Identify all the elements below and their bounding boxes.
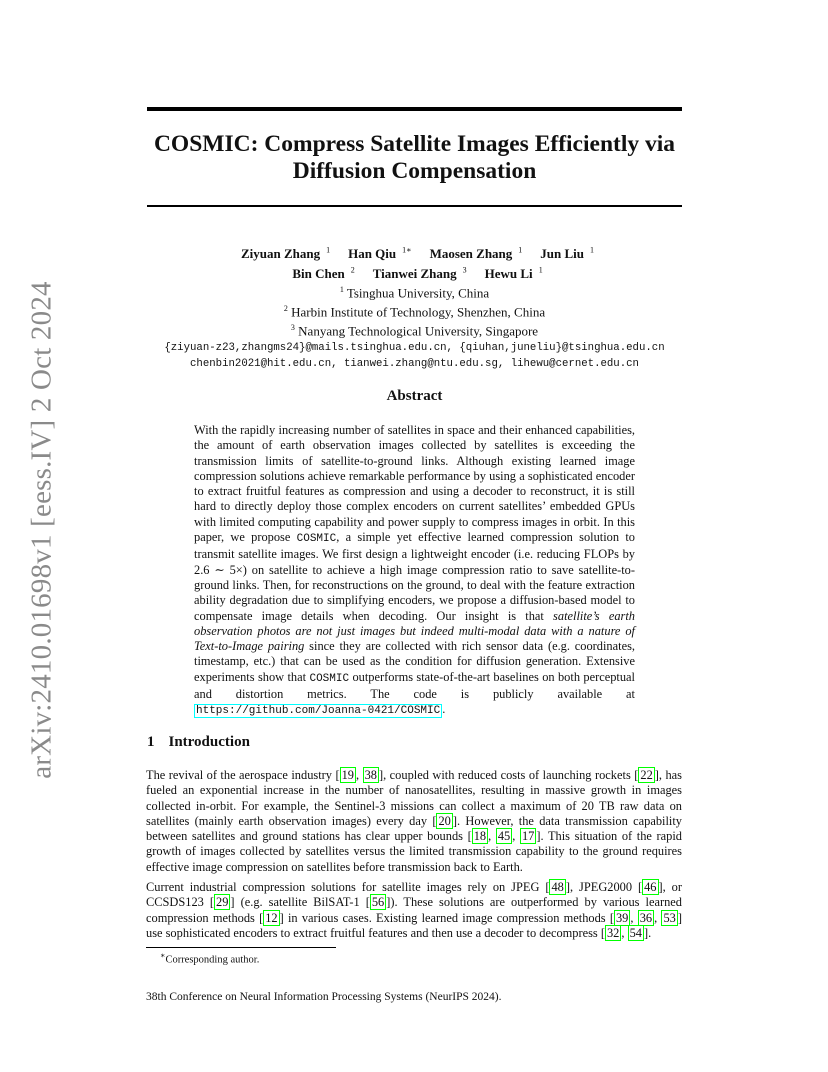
footnote: ∗Corresponding author. — [160, 951, 260, 966]
author-name — [342, 246, 411, 261]
section-number: 1 — [147, 734, 155, 750]
affiliation-text: Nanyang Technological University, Singapore — [298, 323, 539, 339]
author-text: Hewu Li — [484, 265, 533, 281]
author-affil-mark: 1∗ — [402, 246, 412, 255]
intro-paragraph-1 — [146, 768, 682, 875]
author-affil-mark: 1 — [326, 246, 331, 255]
author-block — [147, 243, 682, 372]
author-text: Ziyuan Zhang — [240, 246, 321, 262]
section-title: Introduction — [168, 734, 250, 750]
citation-link[interactable]: 22 — [640, 768, 653, 782]
citation-link[interactable]: 38 — [364, 768, 377, 782]
arxiv-sidebar-stamp — [22, 281, 62, 779]
citation-link[interactable]: 53 — [663, 910, 676, 925]
paragraph-text: , — [621, 925, 628, 940]
paragraph-text: ], has fueled an exponential increase in the number of nanosatellites, resulting in massive growth in images collected in-orbit. For example, the Sentinel-3 missions can collect a maximum of 20 TB raw data on satellites (mainly earth observation images) every day [ — [146, 768, 683, 828]
citation-link[interactable]: 32 — [606, 925, 620, 940]
paragraph-text: ], or CCSDS123 [ — [146, 880, 682, 910]
author-affil-mark: 3 — [462, 265, 467, 275]
citation-link[interactable]: 46 — [644, 880, 657, 894]
author-name — [479, 266, 543, 281]
affiliation — [147, 320, 682, 339]
paragraph-text: ] (e.g. satellite BilSAT-1 [ — [230, 895, 370, 910]
citation-link[interactable]: 48 — [551, 880, 564, 894]
method-name: COSMIC — [296, 533, 337, 546]
paragraph-text: ]). These solutions are outperformed by various learned compression methods [ — [146, 895, 682, 925]
citation-link[interactable]: 56 — [371, 895, 385, 910]
author-text: Han Qiu — [348, 246, 397, 262]
arxiv-id: arXiv:2410.01698v1 [eess.IV] 2 Oct 2024 — [25, 281, 58, 779]
section-heading — [147, 734, 250, 751]
paragraph-text: ]. However, the data transmission capability between satellites and ground stations has clear upper bounds [ — [146, 813, 682, 844]
paragraph-text: , — [512, 829, 520, 844]
affiliation-mark: 1 — [339, 284, 344, 294]
affiliations — [147, 282, 682, 340]
citation-link[interactable]: 20 — [438, 813, 451, 828]
paragraph-text: ], JPEG2000 [ — [565, 880, 643, 894]
abstract-heading: Abstract — [386, 388, 443, 404]
paragraph-text: ] use sophisticated encoders to extract fruitful features and then use a decoder to decompress [ — [146, 910, 682, 940]
author-text: Maosen Zhang — [429, 246, 513, 262]
paragraph-text: ]. This situation of the rapid growth of images collected by satellites versus the limited transmission capability to the ground requires effective image compression on satellites before transmission back to Earth. — [146, 829, 683, 874]
paragraph-text: , — [630, 910, 638, 925]
paragraph-text: , — [355, 768, 363, 782]
footnote-rule — [146, 947, 336, 948]
paragraph-text: The revival of the aerospace industry [ — [146, 768, 340, 782]
author-row — [147, 262, 682, 281]
intro-paragraph-2 — [146, 880, 682, 941]
author-affil-mark: 1 — [590, 246, 595, 255]
paragraph-text: , — [654, 910, 662, 925]
author-text: Jun Liu — [540, 246, 585, 262]
title-bottom-rule — [147, 205, 682, 207]
author-name — [286, 266, 354, 281]
citation-link[interactable]: 36 — [639, 910, 653, 925]
author-name — [367, 266, 467, 281]
paragraph-text: ] in various cases. Existing learned image compression methods [ — [279, 910, 614, 925]
author-affil-mark: 1 — [518, 246, 523, 255]
author-name — [424, 246, 523, 261]
conference-note: 38th Conference on Neural Information Processing Systems (NeurIPS 2024). — [146, 991, 502, 1003]
author-text: Bin Chen — [292, 265, 345, 281]
author-name — [235, 246, 330, 261]
author-name — [534, 246, 594, 261]
citation-link[interactable]: 45 — [497, 829, 511, 844]
citation-link[interactable]: 54 — [629, 925, 642, 940]
paragraph-text: , — [488, 829, 496, 844]
abstract-body: With the rapidly increasing number of satellites in space and their enhanced capabilities, the amount of earth observation images collected by satellites is exceeding the transmission limits of satellite-to-ground links. Although existing learned image compression solutions achieve remarkable performance by using a sophisticated encoder to extract fruitful features as compression and using a decoder to reconstruct, it is still hard to directly deploy those complex encoders on current satellites’ embedded GPUs with limited computing capability and power supply to compress images in orbit. In this paper, we propose COSMIC, a simple yet effective learned compression solution to transmit satellite images. We first design a lightweight encoder (i.e. reducing FLOPs by 2.6 ∼ 5×) on satellite to achieve a high image compression ratio to save satellite-to-ground links. Then, for reconstructions on the ground, to deal with the feature extraction ability degradation due to simplifying encoders, we propose a diffusion-based model to compensate image details when decoding. Our insight is that satellite’s earth observation photos are not just images but indeed multi-modal data with a nature of Text-to-Image pairing since they are collected with rich sensor data (e.g. coordinates, timestamp, etc.) that can be used as the condition for diffusion generation. Extensive experiments show that COSMIC outperforms state-of-the-art baselines on both perceptual and distortion metrics. The code is publicly available at https://github.com/Joanna-0421/COSMIC . — [194, 423, 635, 718]
affiliation-mark: 3 — [290, 323, 295, 333]
affiliation-text: Harbin Institute of Technology, Shenzhen, China — [291, 304, 546, 320]
citation-link[interactable]: 17 — [521, 829, 535, 844]
citation-link[interactable]: 29 — [216, 895, 229, 910]
citation-link[interactable]: 12 — [265, 910, 278, 925]
citation-link[interactable]: 18 — [473, 829, 487, 844]
paragraph-text: ], coupled with reduced costs of launching rockets [ — [378, 768, 639, 782]
method-name: COSMIC — [309, 672, 350, 685]
email-line: {ziyuan-z23,zhangms24}@mails.tsinghua.edu.cn, {qiuhan,juneliu}@tsinghua.edu.cn — [164, 341, 665, 354]
affiliation — [147, 301, 682, 320]
author-row — [147, 243, 682, 262]
affiliation — [147, 282, 682, 301]
author-affil-mark: 2 — [350, 265, 355, 275]
author-affil-mark: 1 — [538, 265, 543, 275]
github-link[interactable]: https://github.com/Joanna-0421/COSMIC — [196, 705, 441, 718]
author-text: Tianwei Zhang — [372, 265, 457, 281]
affiliation-mark: 2 — [283, 303, 288, 313]
paragraph-text: ]. — [643, 925, 652, 940]
citation-link[interactable]: 39 — [615, 910, 629, 925]
citation-link[interactable]: 19 — [341, 768, 354, 782]
affiliation-text: Tsinghua University, China — [346, 284, 490, 300]
title-top-rule — [147, 107, 682, 111]
paragraph-text: Current industrial compression solutions for satellite images rely on JPEG [ — [146, 880, 550, 894]
email-line: chenbin2021@hit.edu.cn, tianwei.zhang@ntu.edu.sg, lihewu@cernet.edu.cn — [190, 357, 639, 370]
paper-title: COSMIC: Compress Satellite Images Efficiently via Diffusion Compensation — [153, 131, 676, 184]
